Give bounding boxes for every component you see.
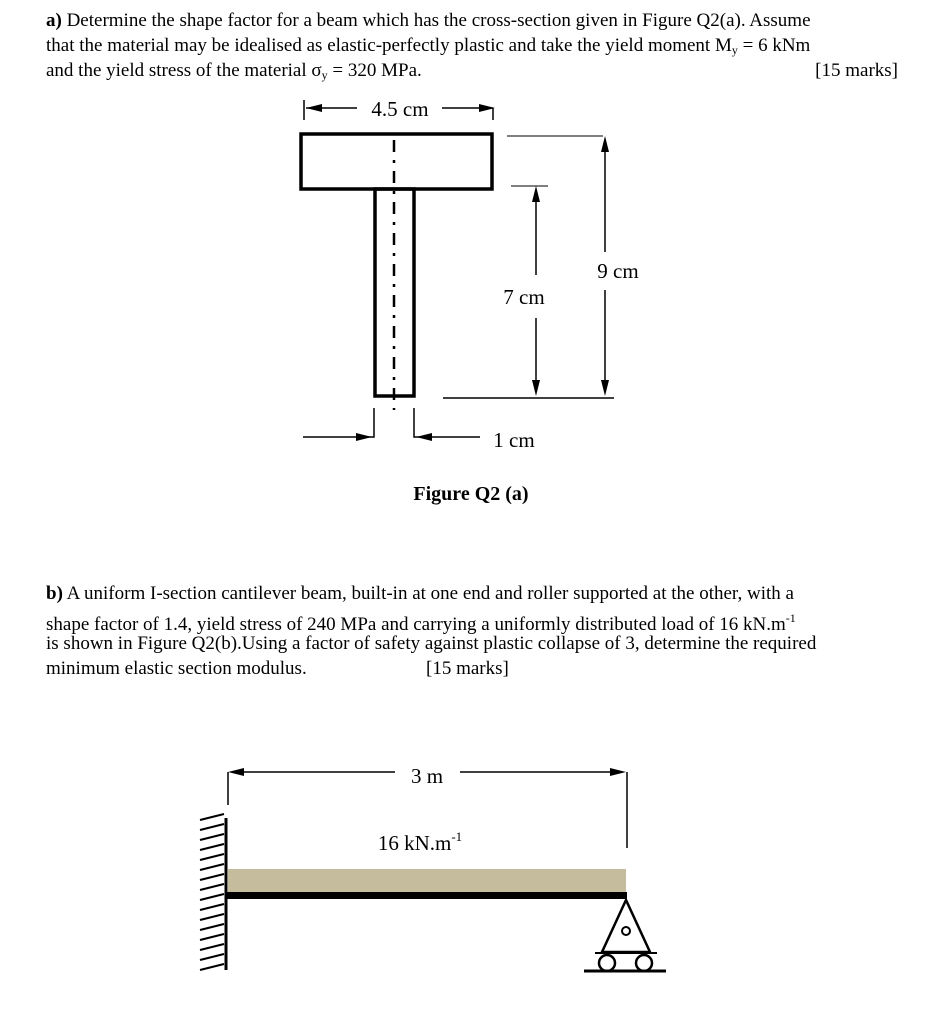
udl-unit-superscript: -1: [785, 611, 796, 625]
figure-q2b-cantilever: [0, 740, 943, 1024]
span-label: 3 m: [410, 764, 444, 788]
flange-dim-arrowhead-left: [306, 104, 322, 112]
question-b-label: b): [46, 583, 63, 604]
udl-label-value: 16 kN.m: [377, 831, 452, 855]
question-b-line-1: [46, 581, 906, 606]
question-b-line-4: [46, 656, 906, 681]
beam: [226, 892, 627, 899]
question-a-line-2-text: that the material may be idealised as elastic-perfectly plastic and take the yield moment M: [46, 35, 732, 56]
yield-stress-subscript: y: [321, 68, 328, 82]
question-b-line-4-text: minimum elastic section modulus.: [46, 658, 307, 679]
web-height-label: 7 cm: [503, 285, 545, 309]
question-b-line-1-text: A uniform I-section cantilever beam, built-in at one end and roller supported at the other, with a: [62, 583, 794, 604]
question-a-label: a): [46, 10, 62, 31]
web-width-label: 1 cm: [493, 428, 535, 452]
total-height-arrowhead-top: [601, 136, 609, 152]
web-height-arrowhead-top: [532, 186, 540, 202]
web-width-leader-left: [303, 408, 374, 437]
total-height-label: 9 cm: [597, 259, 639, 283]
flange-rectangle: [301, 134, 492, 189]
question-b-line-2-text: shape factor of 1.4, yield stress of 240 MPa and carrying a uniformly distributed load of 16 kN.m: [46, 614, 786, 635]
figure-q2a-caption: Figure Q2 (a): [413, 483, 529, 505]
roller-wheel-right: [636, 955, 652, 971]
web-width-leader-right: [414, 408, 480, 437]
question-a-marks: [15 marks]: [815, 60, 898, 81]
udl-label-superscript: -1: [451, 829, 463, 844]
web-width-arrowhead-left: [356, 433, 372, 441]
fixed-support-hatching: [200, 814, 224, 970]
flange-width-label: 4.5 cm: [371, 97, 429, 121]
question-b-line-3-text: is shown in Figure Q2(b).Using a factor of safety against plastic collapse of 3, determine the required: [46, 633, 817, 654]
total-height-arrowhead-bottom: [601, 380, 609, 396]
distributed-load-block: [228, 869, 626, 892]
yield-stress-value: = 320 MPa.: [327, 60, 422, 81]
question-b-line-3: [46, 631, 906, 656]
question-b-marks: [15 marks]: [426, 658, 509, 679]
span-dim-arrowhead-right: [610, 768, 626, 776]
span-dim-arrowhead-left: [228, 768, 244, 776]
question-b-text: [46, 581, 906, 681]
question-a-line-1-text: Determine the shape factor for a beam which has the cross-section given in Figure Q2(a). Assume: [61, 10, 811, 31]
roller-wheel-left: [599, 955, 615, 971]
question-a-line-3-text: and the yield stress of the material σ: [46, 60, 322, 81]
roller-support-pin: [622, 927, 630, 935]
yield-moment-value: = 6 kNm: [737, 35, 811, 56]
yield-moment-subscript: y: [731, 43, 738, 57]
question-b-line-2: [46, 606, 906, 635]
web-height-arrowhead-bottom: [532, 380, 540, 396]
web-width-arrowhead-right: [416, 433, 432, 441]
udl-label: [378, 829, 462, 855]
